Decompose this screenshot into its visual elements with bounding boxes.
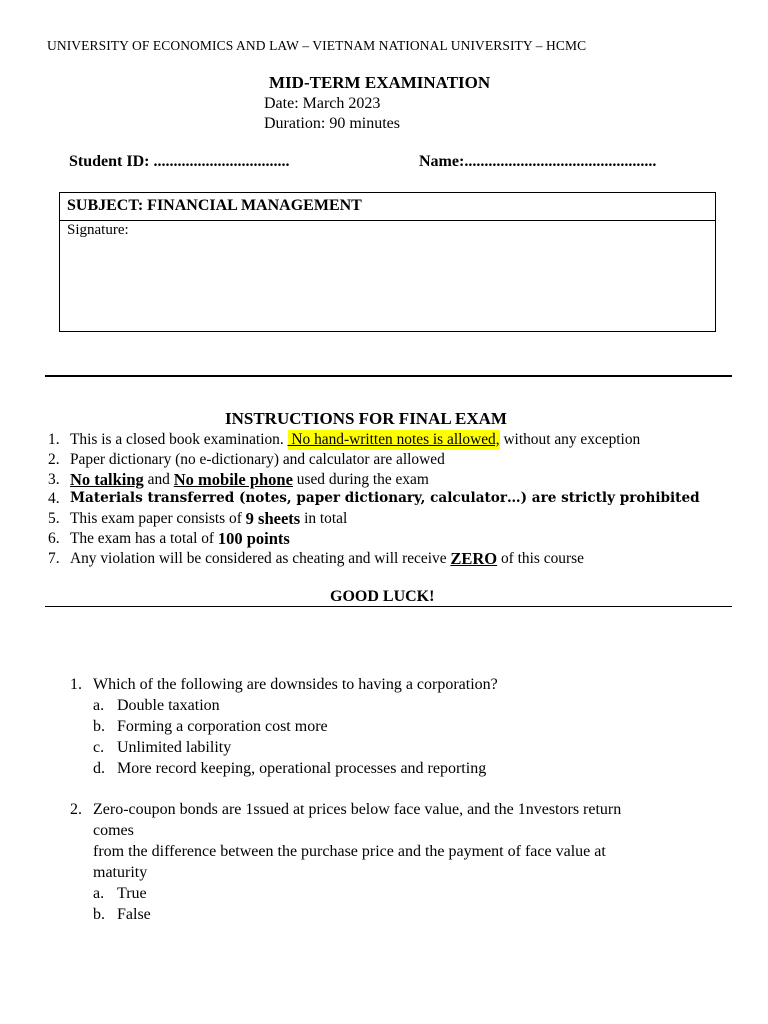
instruction-item — [48, 470, 700, 490]
instruction-text: Any violation will be considered as cheating and will receive — [70, 549, 451, 567]
instruction-emphasis: No mobile phone — [173, 469, 293, 489]
instruction-number: 3. — [48, 470, 60, 488]
answer-option — [70, 737, 498, 758]
instructions-list — [48, 430, 700, 569]
instructions-title: INSTRUCTIONS FOR FINAL EXAM — [225, 409, 507, 428]
option-text: Unlimited lability — [117, 739, 232, 756]
answer-option — [70, 758, 498, 779]
question-text: comes — [93, 822, 134, 839]
instruction-text: of this course — [497, 549, 584, 567]
instruction-item — [48, 549, 700, 569]
instruction-item — [48, 509, 700, 529]
answer-option — [70, 883, 621, 904]
student-id-field: Student ID: .................................. — [69, 153, 290, 170]
instruction-item — [48, 450, 700, 470]
question-text: from the difference between the purchase price and the payment of face value at — [93, 843, 606, 860]
question-text: Zero-coupon bonds are 1ssued at prices below face value, and the 1nvestors return — [93, 801, 622, 818]
option-label: a. — [93, 697, 105, 714]
subject-box — [59, 192, 716, 332]
exam-title: MID-TERM EXAMINATION — [269, 73, 491, 92]
instruction-number: 4. — [48, 490, 60, 508]
instruction-text: used during the exam — [292, 470, 429, 488]
instruction-text: in total — [300, 510, 348, 528]
instruction-number: 7. — [48, 549, 60, 567]
instruction-text: This exam paper consists of — [70, 510, 246, 528]
divider-top — [45, 375, 732, 377]
instruction-number: 2. — [48, 450, 60, 468]
instruction-text: Materials transferred (notes, paper dictionary, calculator…) are strictly prohibited — [70, 490, 700, 507]
option-text: True — [117, 885, 147, 902]
signature-label: Signature: — [67, 222, 129, 238]
instruction-text: This is a closed book examination. — [70, 431, 288, 448]
subject-title: SUBJECT: FINANCIAL MANAGEMENT — [60, 193, 715, 221]
instruction-emphasis: No talking — [70, 469, 144, 489]
instruction-item — [48, 529, 700, 549]
instruction-text: The exam has a total of — [70, 529, 218, 547]
option-label: a. — [93, 885, 105, 902]
exam-date: Date: March 2023 — [264, 95, 381, 112]
instruction-number: 6. — [48, 529, 60, 547]
divider-bottom — [45, 606, 732, 607]
instruction-number: 1. — [48, 431, 60, 448]
option-label: c. — [93, 739, 105, 756]
question-number: 2. — [70, 801, 82, 818]
answer-option — [70, 695, 498, 716]
instruction-number: 5. — [48, 510, 60, 528]
question-2 — [70, 799, 621, 925]
instruction-emphasis: 100 points — [217, 528, 290, 548]
answer-option — [70, 716, 498, 737]
instruction-item — [48, 430, 700, 450]
good-luck-text: GOOD LUCK! — [330, 588, 435, 605]
instruction-emphasis: 9 sheets — [245, 509, 301, 529]
option-text: Double taxation — [117, 697, 220, 714]
instruction-text: and — [143, 470, 174, 488]
instruction-emphasis: ZERO — [450, 548, 498, 568]
instruction-highlight: No hand-written notes is allowed, — [287, 431, 500, 448]
question-text: Which of the following are downsides to having a corporation? — [93, 676, 498, 693]
instruction-text: without any exception — [499, 431, 641, 448]
question-text: maturity — [93, 864, 148, 881]
instruction-item — [48, 489, 700, 509]
student-name-field: Name:................................................ — [419, 153, 657, 170]
university-name: UNIVERSITY OF ECONOMICS AND LAW – VIETNAM NATIONAL UNIVERSITY – HCMC — [47, 38, 587, 53]
option-text: More record keeping, operational processes and reporting — [117, 760, 487, 777]
instruction-text: Paper dictionary (no e-dictionary) and calculator are allowed — [70, 450, 445, 468]
option-label: b. — [93, 906, 105, 923]
option-text: False — [117, 906, 151, 923]
question-number: 1. — [70, 676, 82, 693]
option-label: d. — [93, 760, 105, 777]
option-text: Forming a corporation cost more — [117, 718, 328, 735]
question-1 — [70, 674, 498, 779]
answer-option — [70, 904, 621, 925]
option-label: b. — [93, 718, 105, 735]
exam-duration: Duration: 90 minutes — [264, 115, 400, 132]
